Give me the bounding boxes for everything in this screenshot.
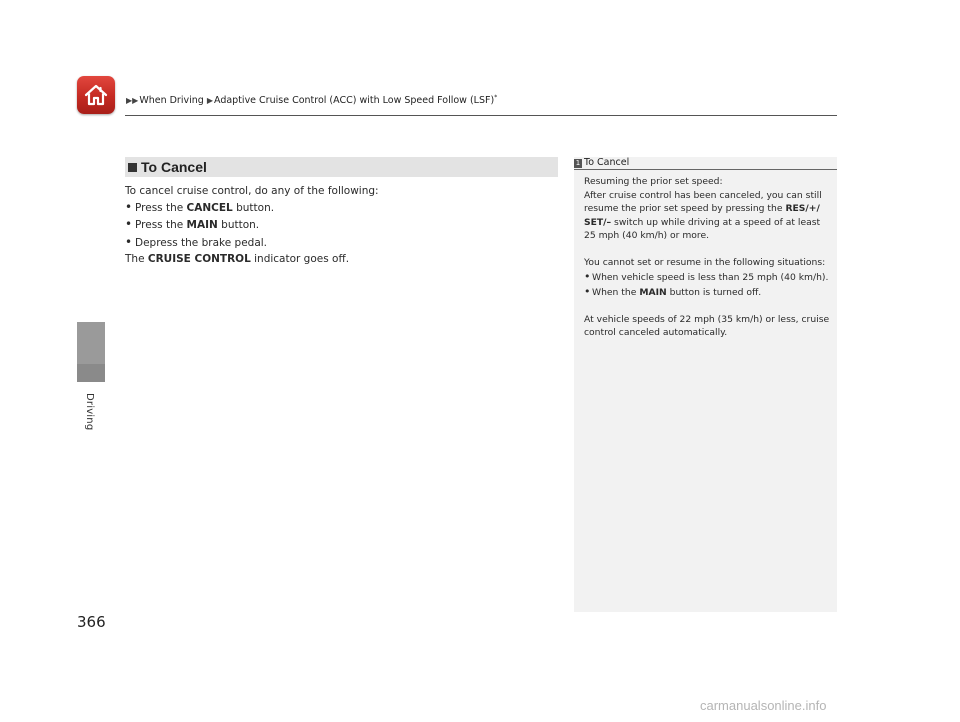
- section-title: To Cancel: [141, 159, 207, 175]
- home-icon: [83, 82, 109, 108]
- side-tab-block-lower: [77, 364, 105, 382]
- bullet-icon: •: [125, 234, 133, 249]
- breadcrumb-asterisk: *: [494, 94, 498, 101]
- bullet-icon: •: [584, 270, 591, 284]
- sidebar-title: 1 To Cancel: [575, 157, 630, 168]
- breadcrumb-arrow-icon: ▶: [206, 96, 213, 106]
- main-text: [125, 183, 555, 267]
- list-item: • When the MAIN button is turned off.: [584, 284, 762, 298]
- header-divider: [125, 115, 837, 116]
- breadcrumb-item-when-driving[interactable]: When Driving: [139, 95, 204, 107]
- sidebar-paragraph: You cannot set or resume in the following situations:: [584, 257, 826, 269]
- side-tab-block-upper: [77, 322, 105, 364]
- list-item: • Depress the brake pedal.: [125, 234, 268, 249]
- cancel-options-list: [125, 199, 555, 251]
- sidebar-paragraph: After cruise control has been canceled, you can still resume the prior set speed by pressing the RES/+/ SET/– switch up while driving at a speed of at least 25 mph (40 km/h) or more.: [584, 189, 822, 242]
- page-number: 366: [77, 613, 106, 631]
- heading-square-icon: [128, 163, 137, 172]
- side-tab-label: Driving: [84, 393, 95, 431]
- section-heading: [125, 157, 558, 177]
- sidebar-divider: [574, 169, 837, 170]
- sidebar-body: [584, 175, 834, 340]
- list-item: • Press the MAIN button.: [125, 217, 260, 232]
- breadcrumb: [126, 94, 497, 106]
- bullet-icon: •: [125, 217, 133, 232]
- list-item: • Press the CANCEL button.: [125, 200, 275, 215]
- watermark: carmanualsonline.info: [700, 698, 827, 713]
- intro-text: To cancel cruise control, do any of the following:: [125, 185, 379, 197]
- breadcrumb-item-acc[interactable]: Adaptive Cruise Control (ACC) with Low Speed Follow (LSF): [213, 95, 495, 107]
- home-button[interactable]: [77, 76, 115, 114]
- ref-number-badge: 1: [575, 159, 581, 167]
- sidebar-paragraph: At vehicle speeds of 22 mph (35 km/h) or less, cruise control canceled automatically.: [584, 313, 830, 339]
- breadcrumb-arrow-icon: ▶▶: [126, 96, 139, 106]
- bullet-icon: •: [125, 200, 133, 215]
- closing-text: The CRUISE CONTROL indicator goes off.: [125, 252, 350, 265]
- sidebar-subheading: Resuming the prior set speed:: [584, 176, 723, 187]
- sidebar-note: [574, 157, 837, 612]
- bullet-icon: •: [584, 284, 591, 298]
- list-item: • When vehicle speed is less than 25 mph (40 km/h).: [584, 270, 829, 284]
